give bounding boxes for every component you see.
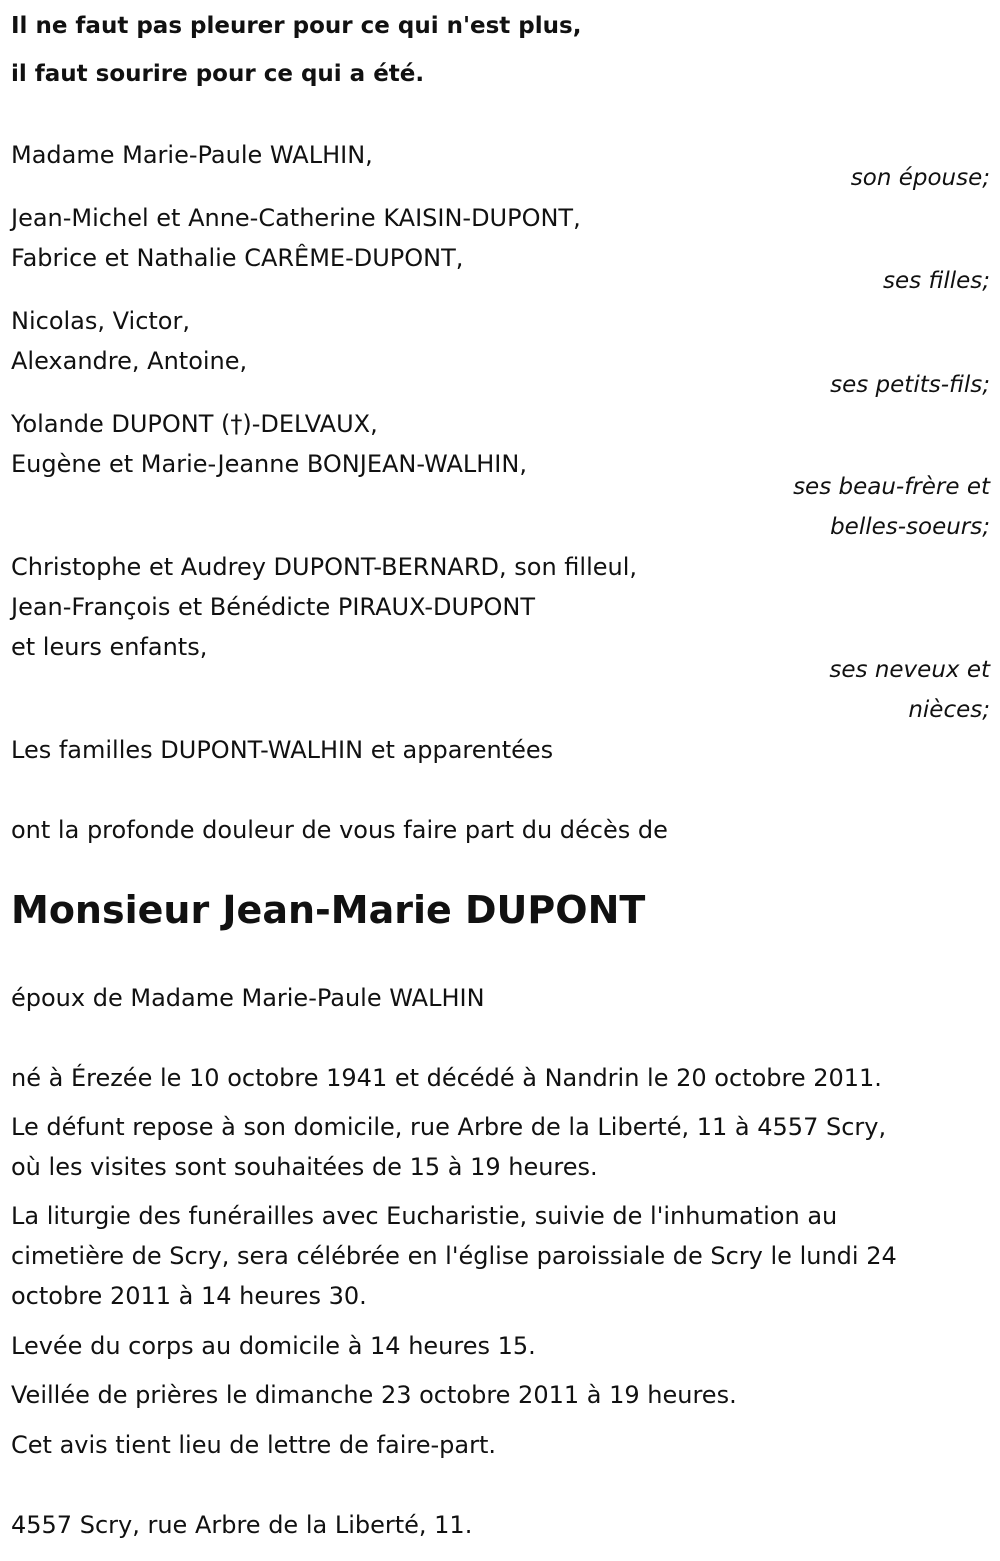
family-grandsons-1: Nicolas, Victor, <box>11 307 190 335</box>
family-daughter-2: Fabrice et Nathalie CARÊME-DUPONT, <box>11 244 464 272</box>
relation-inlaws-1: ses beau-frère et <box>793 474 990 500</box>
relation-grandsons: ses petits-fils; <box>830 372 990 398</box>
notice-line: Cet avis tient lieu de lettre de faire-part. <box>11 1431 496 1459</box>
liturgy-line-1: La liturgie des funérailles avec Eucharistie, suivie de l'inhumation au <box>11 1202 838 1230</box>
family-nephews-2: Jean-François et Bénédicte PIRAUX-DUPONT <box>11 593 536 621</box>
birth-death-line: né à Érezée le 10 octobre 1941 et décédé à Nandrin le 20 octobre 2011. <box>11 1064 882 1092</box>
spouse-line: époux de Madame Marie-Paule WALHIN <box>11 984 485 1012</box>
rest-line-2: où les visites sont souhaitées de 15 à 19 heures. <box>11 1153 598 1181</box>
relation-daughters: ses filles; <box>883 268 990 294</box>
liturgy-line-2: cimetière de Scry, sera célébrée en l'église paroissiale de Scry le lundi 24 <box>11 1242 897 1270</box>
rest-line-1: Le défunt repose à son domicile, rue Arbre de la Liberté, 11 à 4557 Scry, <box>11 1113 887 1141</box>
veillee-line: Veillée de prières le dimanche 23 octobre 2011 à 19 heures. <box>11 1381 737 1409</box>
family-grandsons-2: Alexandre, Antoine, <box>11 347 248 375</box>
families-line: Les familles DUPONT-WALHIN et apparentées <box>11 736 554 764</box>
family-nephews-1: Christophe et Audrey DUPONT-BERNARD, son filleul, <box>11 553 638 581</box>
relation-nephews-2: nièces; <box>908 697 990 723</box>
deceased-name: Monsieur Jean-Marie DUPONT <box>11 888 646 932</box>
relation-inlaws-2: belles-soeurs; <box>830 514 990 540</box>
address-line: 4557 Scry, rue Arbre de la Liberté, 11. <box>11 1511 473 1539</box>
levee-line: Levée du corps au domicile à 14 heures 15. <box>11 1332 536 1360</box>
family-daughter-1: Jean-Michel et Anne-Catherine KAISIN-DUPONT, <box>11 204 581 232</box>
quote-line-2: il faut sourire pour ce qui a été. <box>11 61 425 87</box>
family-inlaws-1: Yolande DUPONT (†)-DELVAUX, <box>11 410 378 438</box>
relation-nephews-1: ses neveux et <box>829 657 990 683</box>
family-inlaws-2: Eugène et Marie-Jeanne BONJEAN-WALHIN, <box>11 450 527 478</box>
quote-line-1: Il ne faut pas pleurer pour ce qui n'est plus, <box>11 13 582 39</box>
liturgy-line-3: octobre 2011 à 14 heures 30. <box>11 1282 367 1310</box>
announcement-line: ont la profonde douleur de vous faire part du décès de <box>11 816 668 844</box>
family-spouse-name: Madame Marie-Paule WALHIN, <box>11 141 373 169</box>
relation-spouse: son épouse; <box>850 165 990 191</box>
family-nephews-3: et leurs enfants, <box>11 633 208 661</box>
